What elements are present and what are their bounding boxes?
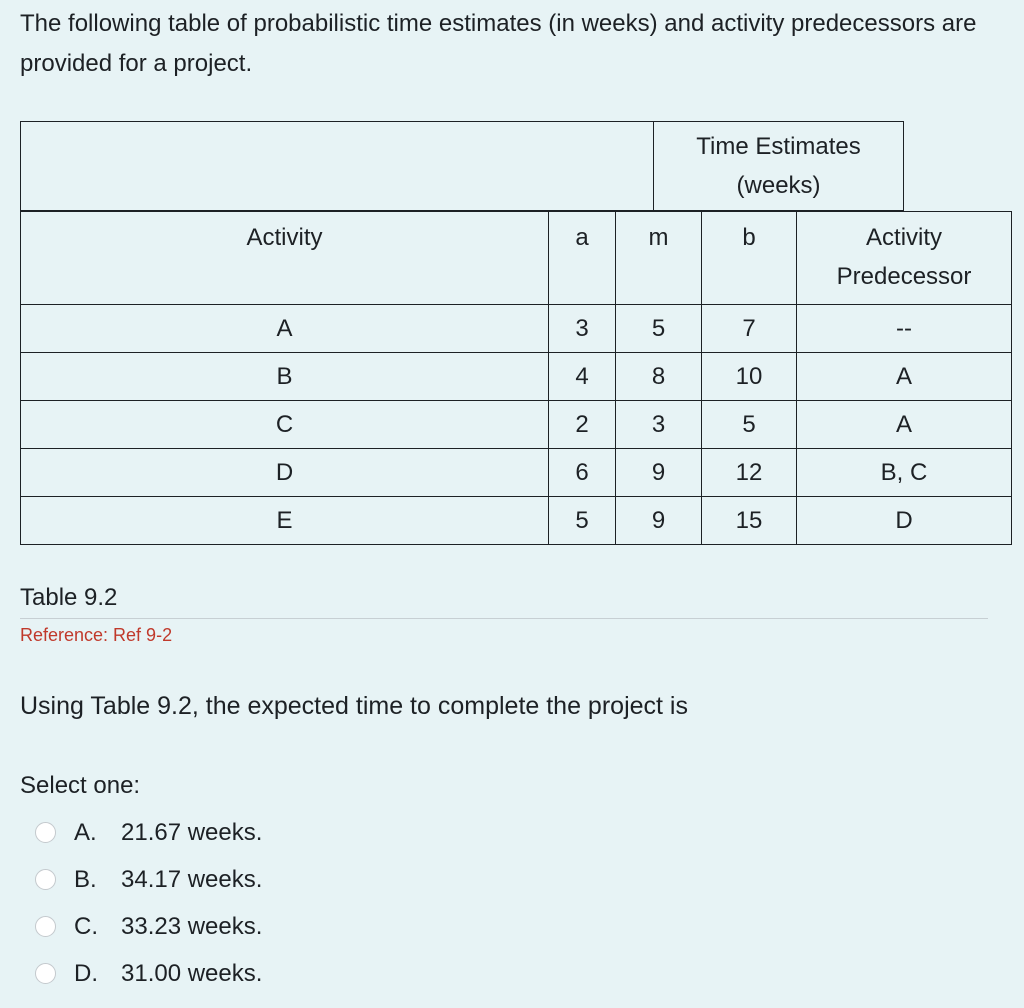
predecessor-cell: B, C (797, 449, 1012, 497)
answer-option-d[interactable] (35, 950, 262, 997)
header-predecessor-line1: Activity (866, 224, 943, 251)
question-text: Using Table 9.2, the expected time to complete the project is (20, 692, 688, 720)
header-b: b (702, 211, 797, 305)
answer-letter: C. (74, 912, 98, 940)
column-header-row (21, 211, 1012, 305)
answer-option-b[interactable] (35, 856, 262, 903)
blank-header-cell (21, 122, 654, 212)
time-estimates-header-line1: Time Estimates (696, 133, 861, 160)
header-predecessor-line2: Predecessor (836, 263, 972, 290)
activity-cell: D (21, 449, 549, 497)
answer-option-c[interactable] (35, 903, 262, 950)
a-cell: 4 (549, 353, 616, 401)
m-cell: 3 (616, 401, 702, 449)
time-estimates-table (20, 121, 1012, 545)
empty-corner (904, 122, 1012, 212)
radio-button-b[interactable] (35, 869, 56, 890)
time-estimates-header-line2: (weeks) (736, 172, 821, 199)
answer-options (35, 809, 262, 997)
answer-option-a[interactable] (35, 809, 262, 856)
predecessor-cell: D (797, 497, 1012, 545)
radio-button-c[interactable] (35, 916, 56, 937)
answer-text: 34.17 weeks. (121, 865, 263, 893)
table-row (21, 449, 1012, 497)
activity-cell: C (21, 401, 549, 449)
table-row (21, 353, 1012, 401)
b-cell: 5 (702, 401, 797, 449)
header-a: a (549, 211, 616, 305)
m-cell: 8 (616, 353, 702, 401)
b-cell: 10 (702, 353, 797, 401)
a-cell: 5 (549, 497, 616, 545)
select-one-label: Select one: (20, 772, 141, 799)
divider (20, 618, 988, 619)
predecessor-cell: -- (797, 305, 1012, 353)
predecessor-cell: A (797, 401, 1012, 449)
m-cell: 9 (616, 449, 702, 497)
answer-letter: D. (74, 959, 98, 987)
a-cell: 2 (549, 401, 616, 449)
header-activity: Activity (21, 211, 549, 305)
answer-text: 31.00 weeks. (121, 959, 263, 987)
radio-button-a[interactable] (35, 822, 56, 843)
table-caption: Table 9.2 (20, 584, 118, 611)
a-cell: 6 (549, 449, 616, 497)
table-row (21, 401, 1012, 449)
a-cell: 3 (549, 305, 616, 353)
answer-text: 33.23 weeks. (121, 912, 263, 940)
group-header-row (21, 122, 1012, 212)
table-row (21, 497, 1012, 545)
activity-cell: E (21, 497, 549, 545)
predecessor-cell: A (797, 353, 1012, 401)
activity-cell: B (21, 353, 549, 401)
answer-letter: B. (74, 865, 97, 893)
header-m: m (616, 211, 702, 305)
m-cell: 9 (616, 497, 702, 545)
answer-text: 21.67 weeks. (121, 818, 263, 846)
b-cell: 12 (702, 449, 797, 497)
b-cell: 7 (702, 305, 797, 353)
time-estimates-header (654, 122, 904, 212)
question-intro: The following table of probabilistic time estimates (in weeks) and activity predecessors are provided for a project. (20, 10, 977, 77)
activity-cell: A (21, 305, 549, 353)
m-cell: 5 (616, 305, 702, 353)
b-cell: 15 (702, 497, 797, 545)
reference-note: Reference: Ref 9-2 (20, 625, 173, 645)
header-predecessor (797, 211, 1012, 305)
table-row (21, 305, 1012, 353)
radio-button-d[interactable] (35, 963, 56, 984)
answer-letter: A. (74, 818, 97, 846)
